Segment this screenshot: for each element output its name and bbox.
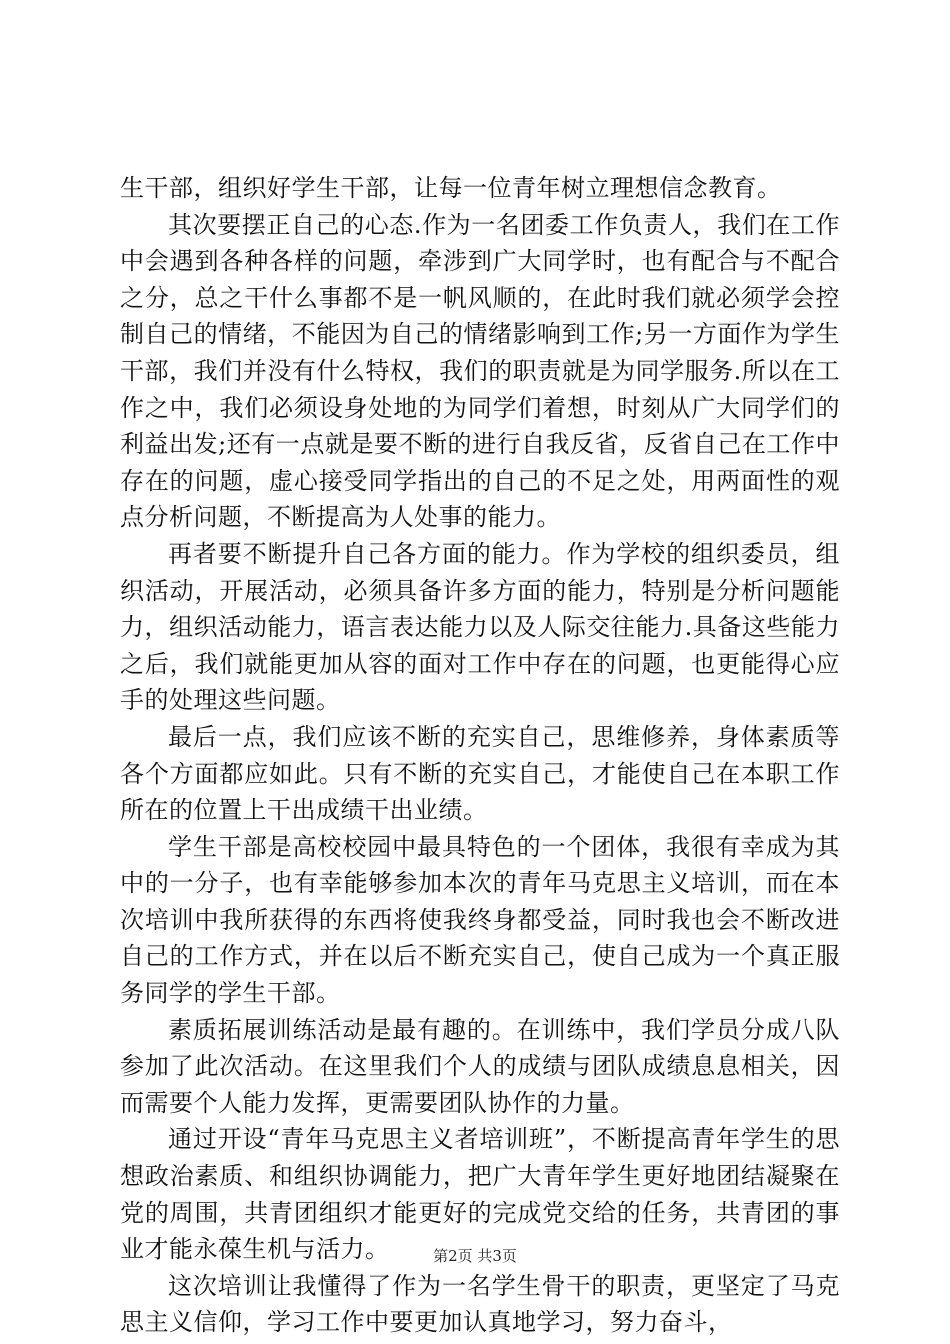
paragraph: 这次培训让我懂得了作为一名学生骨干的职责，更坚定了马克思主义信仰，学习工作中要更加认真地学习，努力奋斗， [120,1271,840,1337]
page-footer [0,1245,950,1266]
paragraph: 学生干部是高校校园中最具特色的一个团体，我很有幸成为其中的一分子，也有幸能够参加本次的青年马克思主义培训，而在本次培训中我所获得的东西将使我终身都受益，同时我也会不断改进自己的工作方式，并在以后不断充实自己，使自己成为一个真正服务同学的学生干部。 [120,832,840,1008]
paragraph: 素质拓展训练活动是最有趣的。在训练中，我们学员分成八队参加了此次活动。在这里我们个人的成绩与团队成绩息息相关，因而需要个人能力发挥，更需要团队协作的力量。 [120,1015,840,1117]
paragraph: 通过开设“青年马克思主义者培训班”，不断提高青年学生的思想政治素质、和组织协调能力，把广大青年学生更好地团结凝聚在党的周围，共青团组织才能更好的完成党交给的任务，共青团的事业才能永葆生机与活力。 [120,1125,840,1264]
paragraph: 再者要不断提升自己各方面的能力。作为学校的组织委员，组织活动，开展活动，必须具备许多方面的能力，特别是分析问题能力，组织活动能力，语言表达能力以及人际交往能力.具备这些能力之后，我们就能更加从容的面对工作中存在的问题，也更能得心应手的处理这些问题。 [120,539,840,715]
document-body [120,170,840,1341]
paragraph: 最后一点，我们应该不断的充实自己，思维修养，身体素质等各个方面都应如此。只有不断的充实自己，才能使自己在本职工作所在的位置上干出成绩干出业绩。 [120,722,840,825]
paragraph: 生干部，组织好学生干部，让每一位青年树立理想信念教育。 [120,174,782,202]
paragraph: 其次要摆正自己的心态.作为一名团委工作负责人，我们在工作中会遇到各种各样的问题，牵涉到广大同学时，也有配合与不配合之分，总之干什么事都不是一帆风顺的，在此时我们就必须学会控制自己的情绪，不能因为自己的情绪影响到工作;另一方面作为学生干部，我们并没有什么特权，我们的职责就是为同学服务.所以在工作之中，我们必须设身处地的为同学们着想，时刻从广大同学们的利益出发;还有一点就是要不断的进行自我反省，反省自己在工作中存在的问题，虚心接受同学指出的自己的不足之处，用两面性的观点分析问题，不断提高为人处事的能力。 [120,210,840,532]
page-number-label: 第2页 共3页 [433,1247,517,1265]
